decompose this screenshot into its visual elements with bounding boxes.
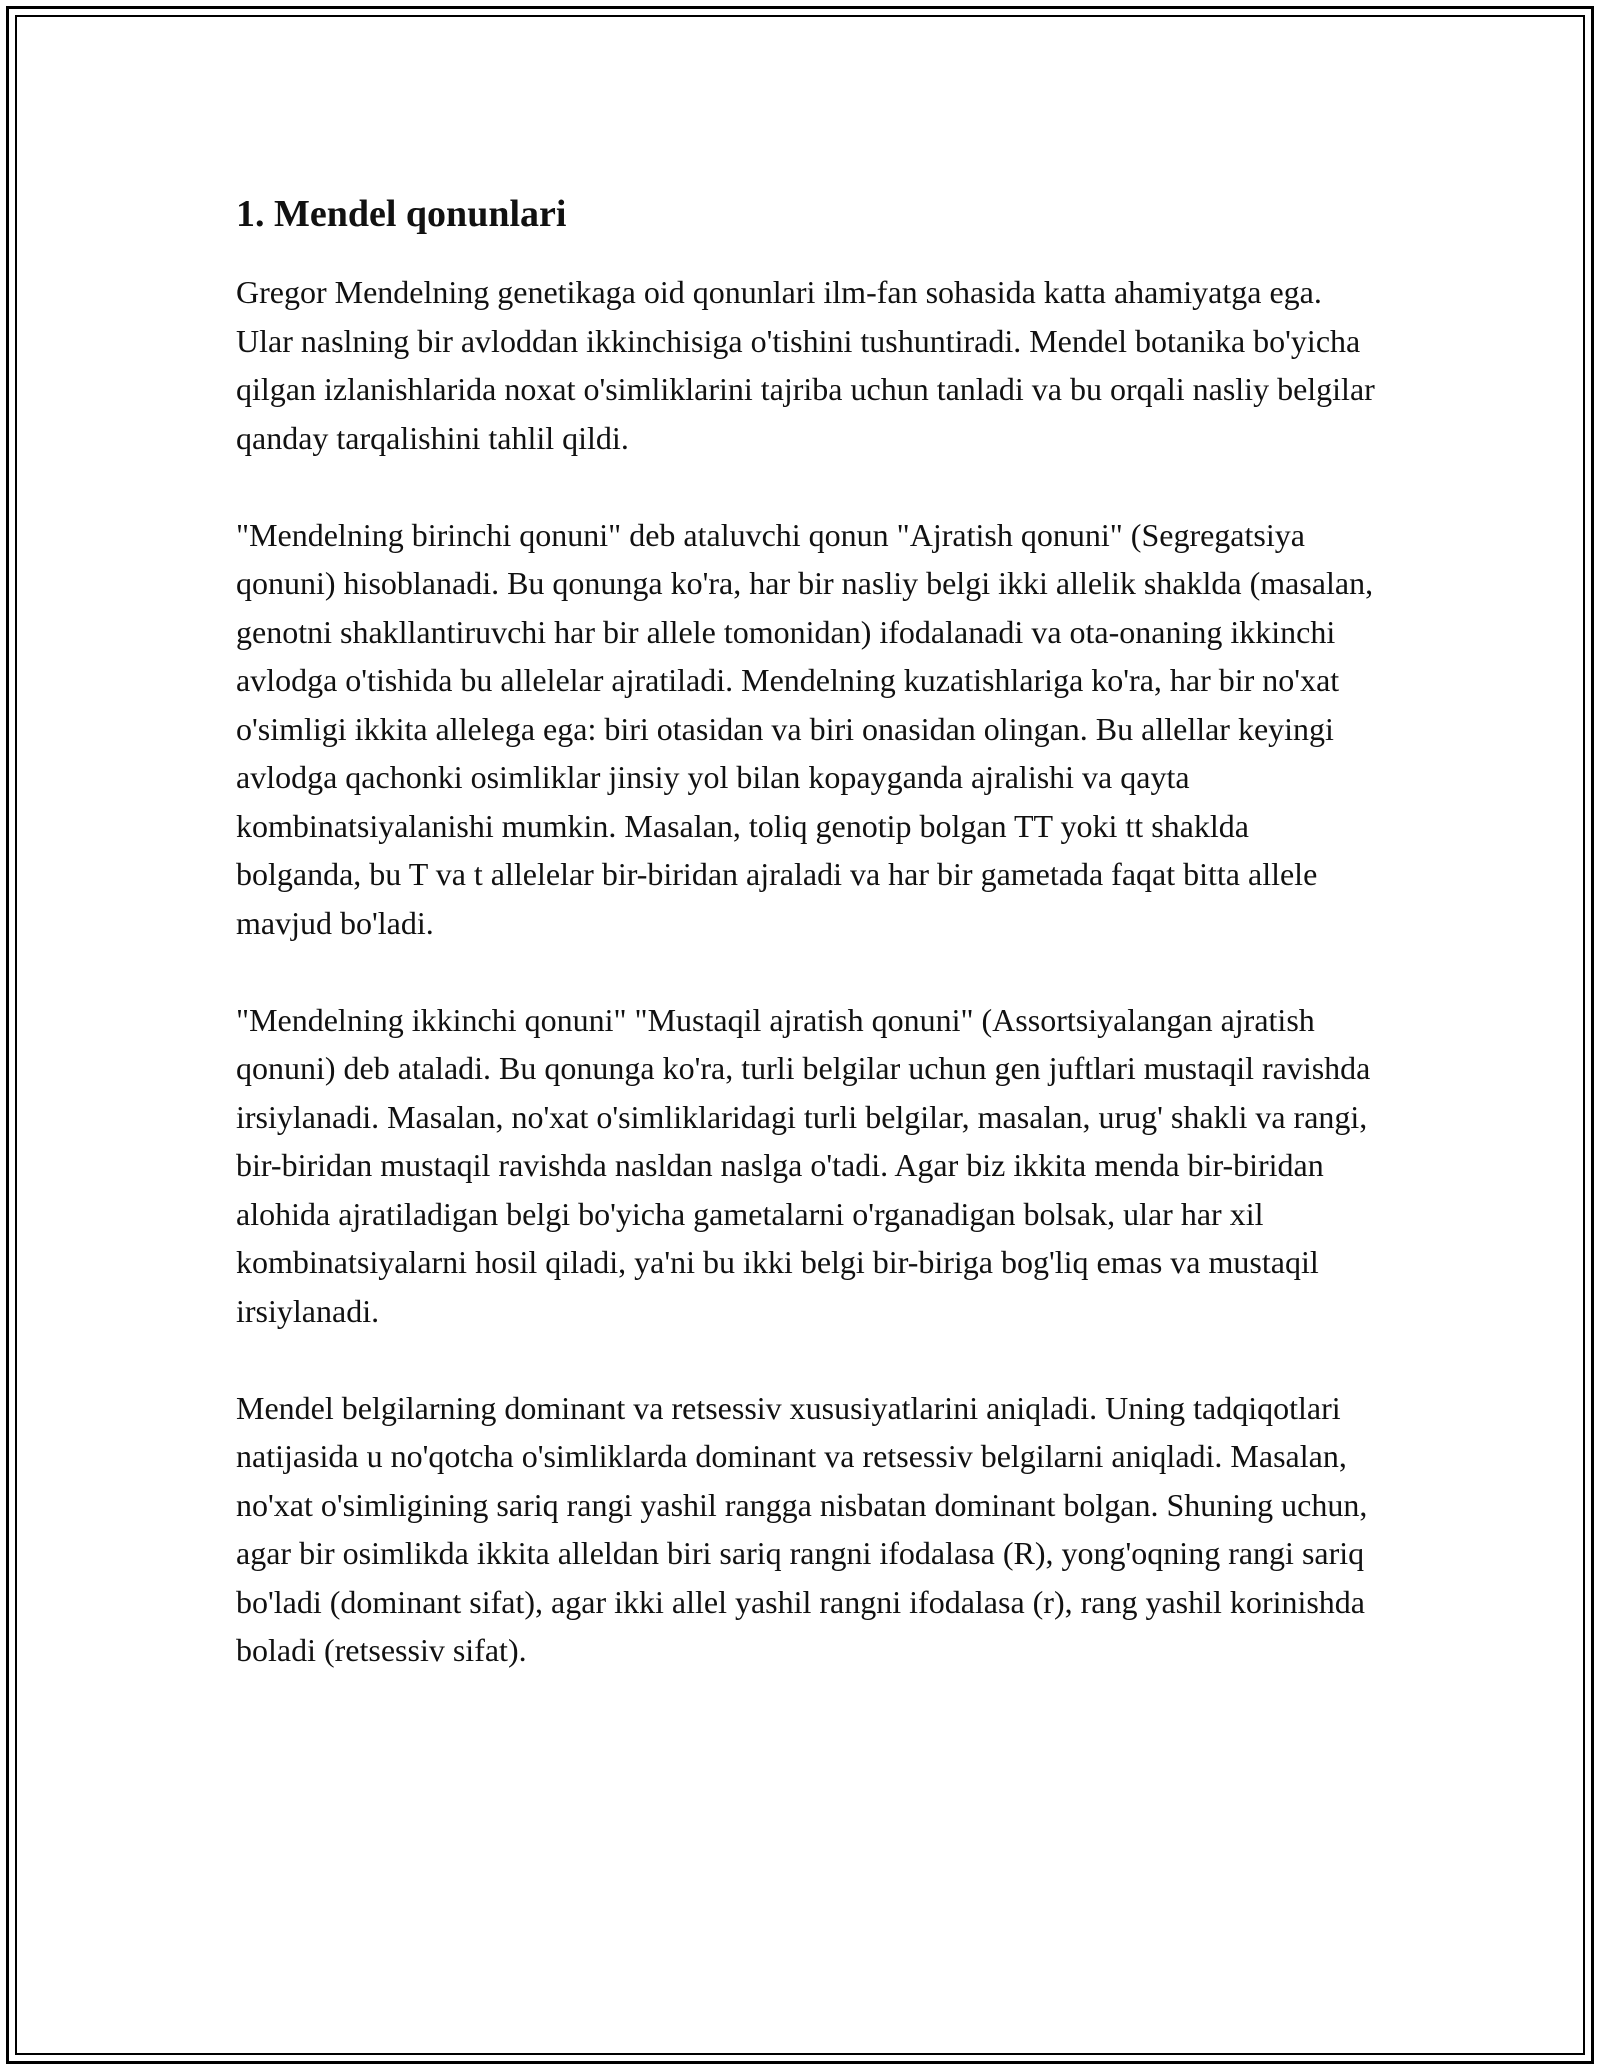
- document-body: [236, 186, 1376, 1675]
- paragraph-intro: Gregor Mendelning genetikaga oid qonunlari ilm-fan sohasida katta ahamiyatga ega. Ular naslning bir avloddan ikkinchisiga o'tishini tushuntiradi. Mendel botanika bo'yicha qilgan izlanishlarida noxat o'simliklarini tajriba uchun tanladi va bu orqali nasliy belgilar qanday tarqalishini tahlil qildi.: [236, 274, 1375, 456]
- paragraph-first-law: "Mendelning birinchi qonuni" deb ataluvchi qonun "Ajratish qonuni" (Segregatsiya qonuni) hisoblanadi. Bu qonunga ko'ra, har bir nasliy belgi ikki allelik shaklda (masalan, genotni shakllantiruvchi har bir allele tomonidan) ifodalanadi va ota-onaning ikkinchi avlodga o'tishida bu allelelar ajratiladi. Mendelning kuzatishlariga ko'ra, har bir no'xat o'simligi ikkita allelega ega: biri otasidan va biri onasidan olingan. Bu allellar keyingi avlodga qachonki osimliklar jinsiy yol bilan kopayganda ajralishi va qayta kombinatsiyalanishi mumkin. Masalan, toliq genotip bolgan TT yoki tt shaklda bolganda, bu T va t allelelar bir-biridan ajraladi va har bir gametada faqat bitta allele mavjud bo'ladi.: [236, 516, 1374, 941]
- paragraph-second-law: "Mendelning ikkinchi qonuni" "Mustaqil ajratish qonuni" (Assortsiyalangan ajratish qonuni) deb ataladi. Bu qonunga ko'ra, turli belgilar uchun gen juftlari mustaqil ravishda irsiylanadi. Masalan, no'xat o'simliklaridagi turli belgilar, masalan, urug' shakli va rangi, bir-biridan mustaqil ravishda nasldan naslga o'tadi. Agar biz ikkita menda bir-biridan alohida ajratiladigan belgi bo'yicha gametalarni o'rganadigan bolsak, ular har xil kombinatsiyalarni hosil qiladi, ya'ni bu ikki belgi bir-biriga bog'liq emas va mustaqil irsiylanadi.: [236, 1001, 1371, 1329]
- paragraph-dominance: Mendel belgilarning dominant va retsessiv xususiyatlarini aniqladi. Uning tadqiqotlari natijasida u no'qotcha o'simliklarda dominant va retsessiv belgilarni aniqladi. Masalan, no'xat o'simligining sariq rangi yashil rangga nisbatan dominant bolgan. Shuning uchun, agar bir osimlikda ikkita alleldan biri sariq rangni ifodalasa (R), yong'oqning rangi sariq bo'ladi (dominant sifat), agar ikki allel yashil rangni ifodalasa (r), rang yashil korinishda boladi (retsessiv sifat).: [236, 1389, 1368, 1668]
- section-heading: 1. Mendel qonunlari: [236, 193, 567, 235]
